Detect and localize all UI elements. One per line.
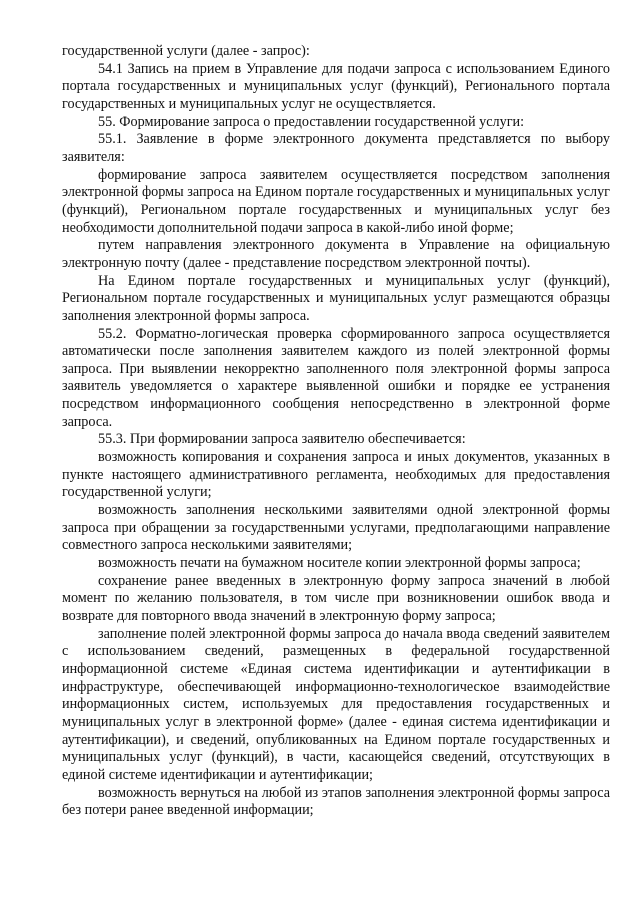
paragraph-copy-save: возможность копирования и сохранения запроса и иных документов, указанных в пункте настоящего административного регламента, необходимых для предоставления государственной услуги; xyxy=(62,449,610,501)
paragraph-form-samples: На Едином портале государственных и муниципальных услуг (функций), Региональном портале государственных и муниципальных услуг размещаются образцы заполнения электронной формы запроса. xyxy=(62,272,610,324)
paragraph-54-1: 54.1 Запись на прием в Управление для подачи запроса с использованием Единого портала государственных и муниципальных услуг (функций), Регионального портала государственных и муниципальных услуг не осуществляется. xyxy=(62,60,610,112)
paragraph-55-1: 55.1. Заявление в форме электронного документа представляется по выбору заявителя: xyxy=(62,131,610,165)
paragraph-return-step: возможность вернуться на любой из этапов заполнения электронной формы запроса без потери ранее введенной информации; xyxy=(62,784,610,819)
paragraph-prefill-esia: заполнение полей электронной формы запроса до начала ввода сведений заявителем с использованием сведений, размещенных в федеральной государственной информационной системе «Единая система идентификации и аутентификации в инфраструктуре, обеспечивающей информационно-технологическое взаимодействие информационных систем, используемых для предоставления государственных и муниципальных услуг в электронной форме» (далее - единая система идентификации и аутентификации), и сведений, опубликованных на Едином портале государственных и муниципальных услуг (функций), в части, касающейся сведений, отсутствующих в единой системе идентификации и аутентификации; xyxy=(62,625,610,783)
paragraph-multiple-applicants: возможность заполнения несколькими заявителями одной электронной формы запроса при обращении за государственными услугами, предполагающими направление совместного запроса несколькими заявителями; xyxy=(62,502,610,554)
paragraph-save-values: сохранение ранее введенных в электронную форму запроса значений в любой момент по желанию пользователя, в том числе при возникновении ошибок ввода и возврате для повторного ввода значений в электронную форму запроса; xyxy=(62,572,610,624)
paragraph-55: 55. Формирование запроса о предоставлении государственной услуги: xyxy=(98,113,525,130)
paragraph-55-3: 55.3. При формировании запроса заявителю обеспечивается: xyxy=(98,431,466,448)
paragraph-55-2: 55.2. Форматно-логическая проверка сформированного запроса осуществляется автоматически после заполнения заявителем каждого из полей электронной формы запроса. При выявлении некорректно заполненного поля электронной формы запроса заявитель уведомляется о характере выявленной ошибки и порядке ее устранения посредством информационного сообщения непосредственно в электронной форме запроса. xyxy=(62,325,610,430)
paragraph-continuation: государственной услуги (далее - запрос): xyxy=(62,43,310,59)
paragraph-portal-submission: формирование запроса заявителем осуществляется посредством заполнения электронной формы запроса на Едином портале государственных и муниципальных услуг (функций), Региональном портале государственных и муниципальных услуг без необходимости дополнительной подачи запроса в какой-либо иной форме; xyxy=(62,166,610,236)
paragraph-email-submission: путем направления электронного документа в Управление на официальную электронную почту (далее - представление посредством электронной почты). xyxy=(62,237,610,271)
document-page xyxy=(62,43,610,820)
paragraph-print-copy: возможность печати на бумажном носителе копии электронной формы запроса; xyxy=(98,555,581,572)
